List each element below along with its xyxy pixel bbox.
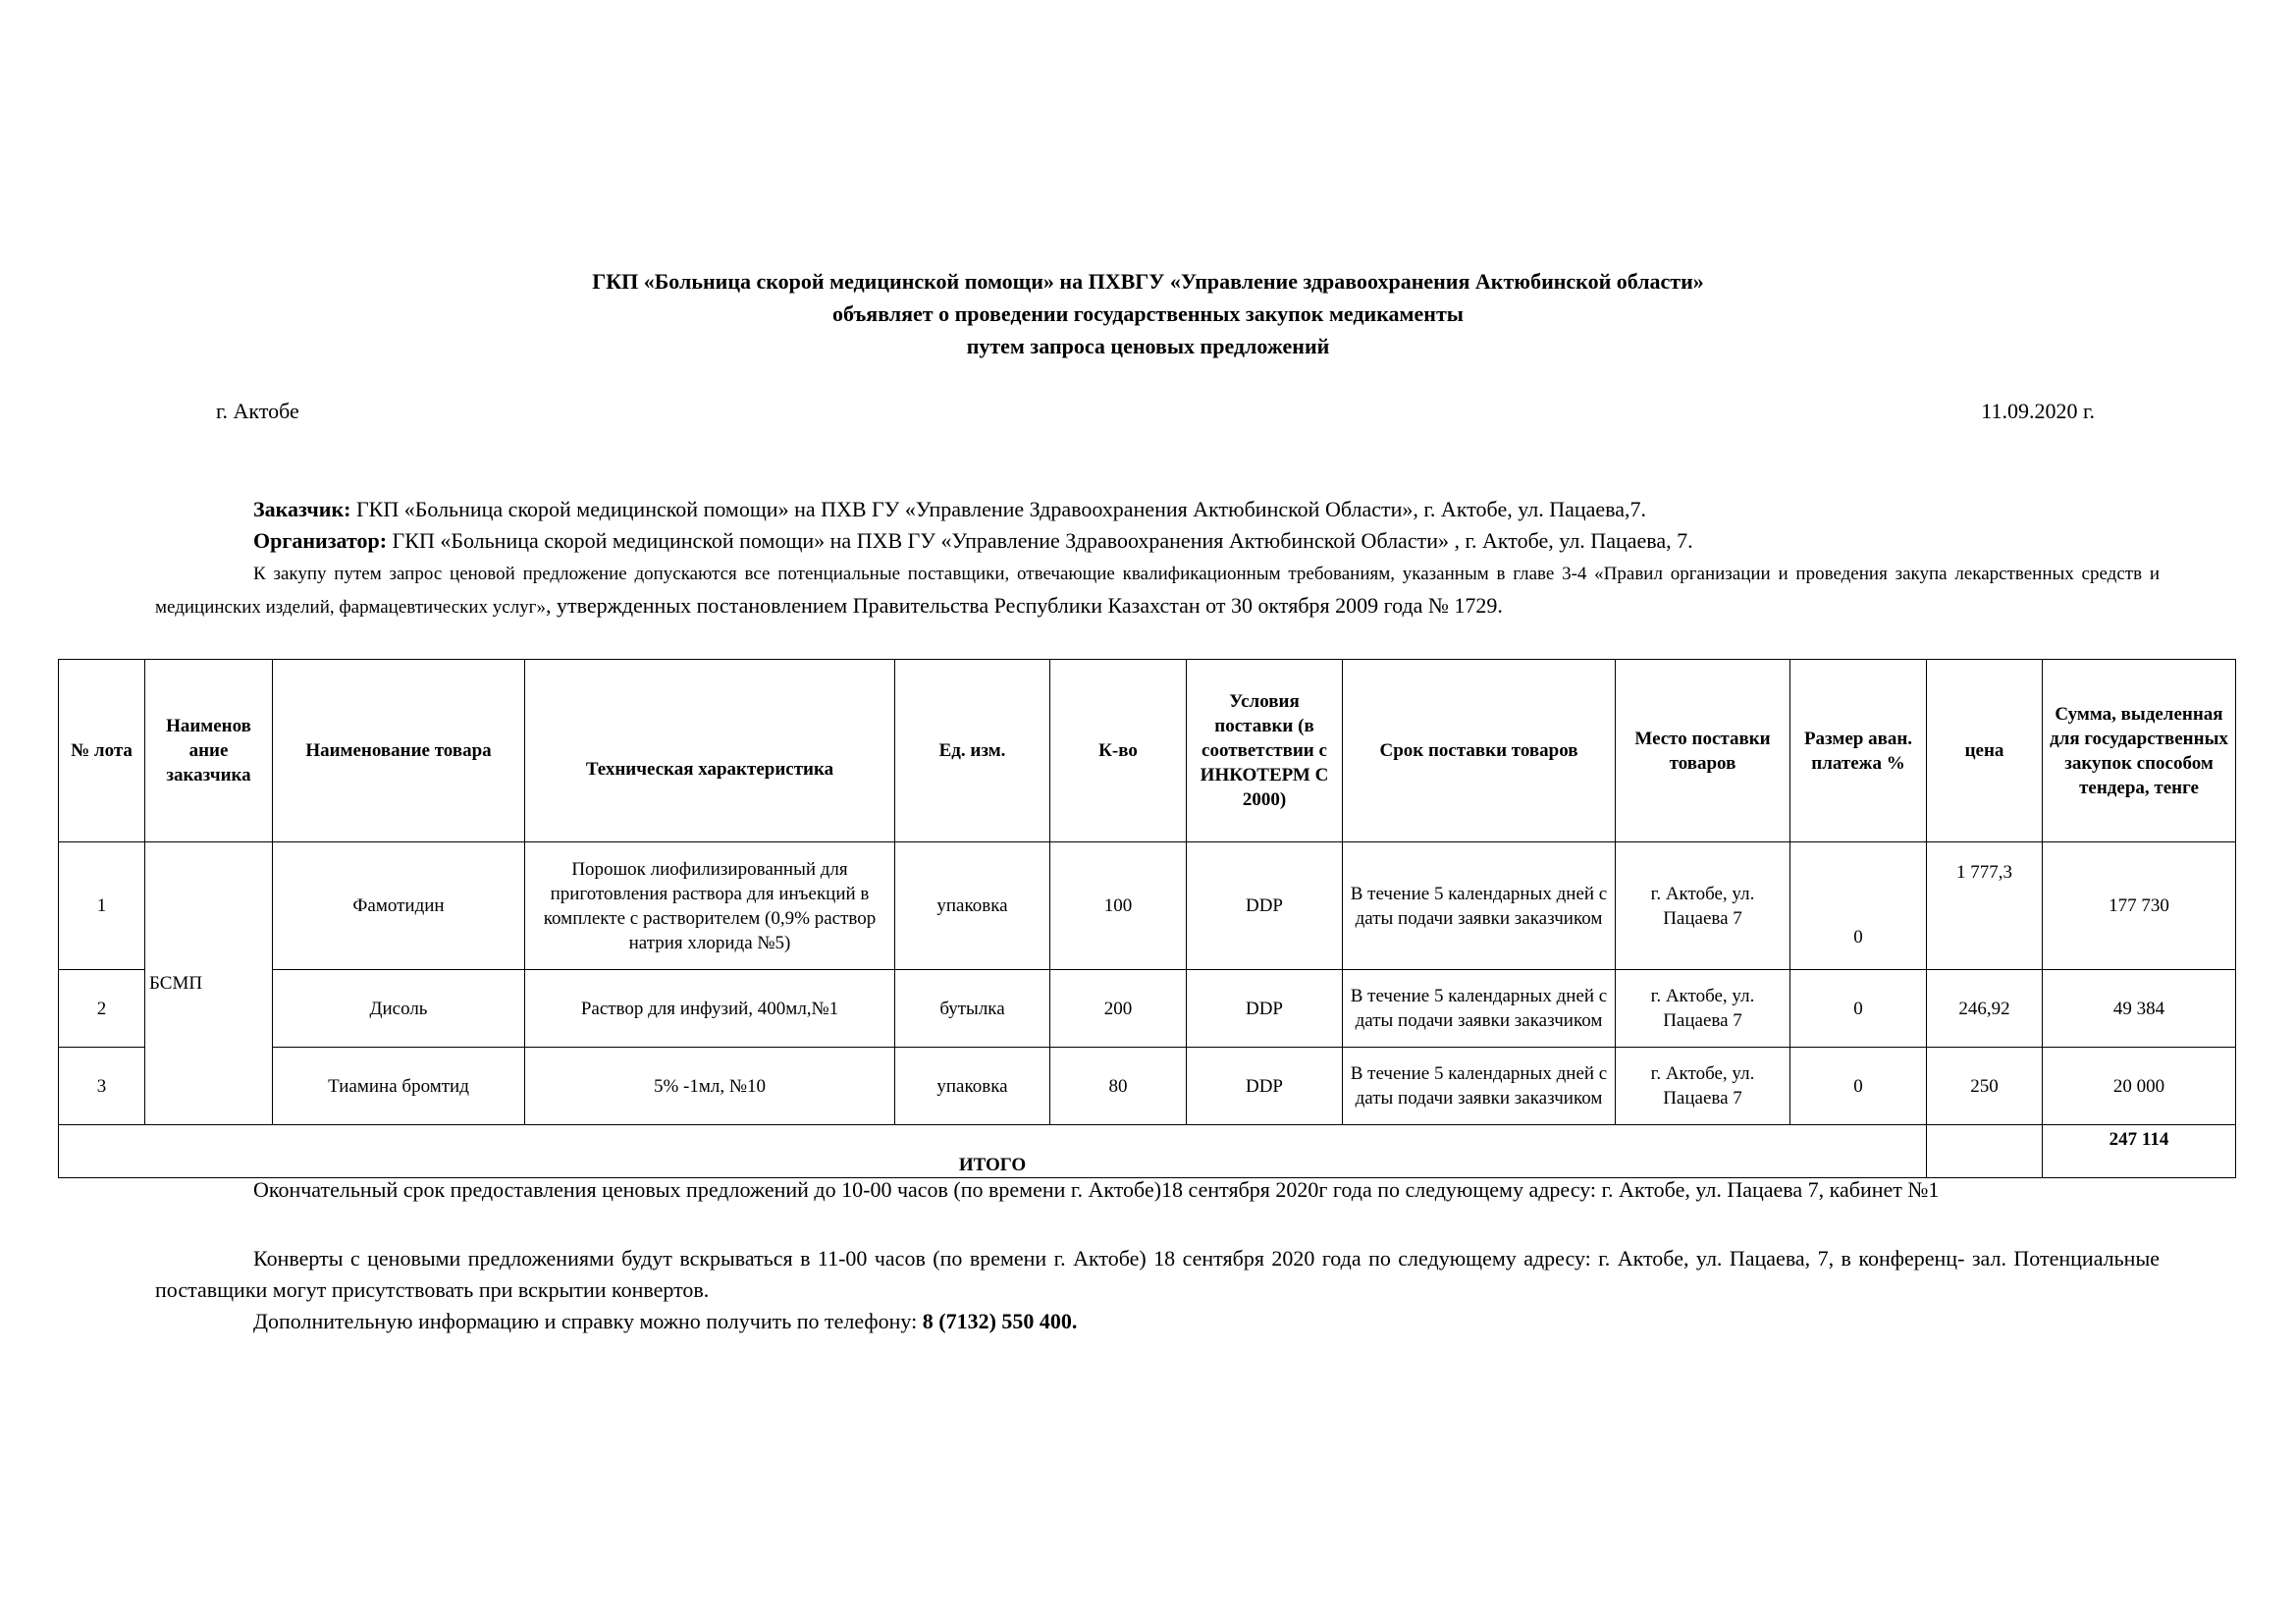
admission-text-part1: К закупу путем запрос ценовой предложение допускаются все потенциальные поставщики, отвечающие квалификационным требованиям, указанным в главе 3-4 «Правил организации и проведения закупа лекарственных средств и медицинских изделий, фармацевтических услуг» (155, 564, 2160, 618)
goods-unit: упаковка (895, 842, 1050, 970)
contact-paragraph (155, 1306, 2160, 1337)
document-header (0, 265, 2296, 362)
customer-text: ГКП «Больница скорой медицинской помощи» на ПХВ ГУ «Управление Здравоохранения Актюбинской Области», г. Актобе, ул. Пацаева,7. (350, 497, 1647, 521)
goods-tech: Порошок лиофилизированный для приготовления раствора для инъекций в комплекте с растворителем (0,9% раствор натрия хлорида №5) (525, 842, 895, 970)
goods-delivery-place: г. Актобе, ул. Пацаева 7 (1616, 842, 1790, 970)
header-line-3: путем запроса ценовых предложений (966, 334, 1330, 358)
table-row (59, 842, 2236, 970)
goods-sum: 177 730 (2043, 842, 2236, 970)
goods-advance: 0 (1790, 1048, 1927, 1125)
header-qty: К-во (1050, 660, 1187, 842)
header-unit: Ед. изм. (895, 660, 1050, 842)
deadline-paragraph: Окончательный срок предоставления ценовых предложений до 10-00 часов (по времени г. Актобе)18 сентября 2020г года по следующему адресу: г. Актобе, ул. Пацаева 7, кабинет №1 (253, 1177, 1940, 1202)
total-sum: 247 114 (2043, 1125, 2236, 1178)
goods-advance: 0 (1790, 970, 1927, 1048)
organizer-label: Организатор: (253, 528, 388, 553)
contact-text: Дополнительную информацию и справку можно получить по телефону: (253, 1309, 923, 1333)
goods-advance: 0 (1790, 842, 1927, 970)
date: 11.09.2020 г. (1981, 399, 2095, 423)
goods-name: Тиамина бромтид (273, 1048, 525, 1125)
table-row (59, 970, 2236, 1048)
header-tech: Техническая характеристика (525, 660, 895, 842)
opening-paragraph: Конверты с ценовыми предложениями будут вскрываться в 11-00 часов (по времени г. Актобе) 18 сентября 2020 года по следующему адресу: г. Актобе, ул. Пацаева, 7, в конференц- зал. Потенциальные поставщики могут присутствовать при вскрытии конвертов. (155, 1246, 2160, 1302)
goods-delivery-place: г. Актобе, ул. Пацаева 7 (1616, 1048, 1790, 1125)
header-goods-name: Наименование товара (273, 660, 525, 842)
customer-cell: БСМП (145, 842, 273, 1125)
goods-delivery-time: В течение 5 календарных дней с даты подачи заявки заказчиком (1343, 970, 1616, 1048)
goods-delivery-place: г. Актобе, ул. Пацаева 7 (1616, 970, 1790, 1048)
goods-qty: 80 (1050, 1048, 1187, 1125)
goods-tech: 5% -1мл, №10 (525, 1048, 895, 1125)
goods-sum: 20 000 (2043, 1048, 2236, 1125)
lot-number: 2 (59, 970, 145, 1048)
goods-price: 246,92 (1927, 970, 2043, 1048)
goods-price: 1 777,3 (1927, 842, 2043, 970)
goods-terms: DDP (1187, 1048, 1343, 1125)
table-total-row (59, 1125, 2236, 1178)
goods-unit: упаковка (895, 1048, 1050, 1125)
total-label: ИТОГО (59, 1125, 1927, 1178)
lots-table (58, 659, 2236, 1178)
goods-tech: Раствор для инфузий, 400мл,№1 (525, 970, 895, 1048)
goods-delivery-time: В течение 5 календарных дней с даты подачи заявки заказчиком (1343, 1048, 1616, 1125)
organizer-text: ГКП «Больница скорой медицинской помощи» на ПХВ ГУ «Управление Здравоохранения Актюбинской Области» , г. Актобе, ул. Пацаева, 7. (387, 528, 1693, 553)
header-customer-name: Наименов ание заказчика (145, 660, 273, 842)
goods-qty: 100 (1050, 842, 1187, 970)
customer-label: Заказчик: (253, 497, 351, 521)
header-lot-no: № лота (59, 660, 145, 842)
admission-paragraph (155, 557, 2160, 623)
customer-paragraph (155, 494, 2160, 525)
goods-unit: бутылка (895, 970, 1050, 1048)
organizer-paragraph (155, 525, 2160, 557)
goods-qty: 200 (1050, 970, 1187, 1048)
goods-sum: 49 384 (2043, 970, 2236, 1048)
goods-delivery-time: В течение 5 календарных дней с даты подачи заявки заказчиком (1343, 842, 1616, 970)
place: г. Актобе (216, 399, 299, 423)
goods-terms: DDP (1187, 842, 1343, 970)
table-header-row (59, 660, 2236, 842)
admission-text-part2: , утвержденных постановлением Правительства Республики Казахстан от 30 октября 2009 года № 1729. (545, 593, 1503, 618)
header-sum: Сумма, выделенная для государственных закупок способом тендера, тенге (2043, 660, 2236, 842)
header-line-1: ГКП «Больница скорой медицинской помощи» на ПХВГУ «Управление здравоохранения Актюбинской области» (592, 269, 1704, 294)
header-delivery-time: Срок поставки товаров (1343, 660, 1616, 842)
lot-number: 3 (59, 1048, 145, 1125)
lot-number: 1 (59, 842, 145, 970)
table-row (59, 1048, 2236, 1125)
header-terms: Условия поставки (в соответствии с ИНКОТЕРМ С 2000) (1187, 660, 1343, 842)
header-advance: Размер аван. платежа % (1790, 660, 1927, 842)
header-delivery-place: Место поставки товаров (1616, 660, 1790, 842)
goods-name: Дисоль (273, 970, 525, 1048)
header-line-2: объявляет о проведении государственных закупок медикаменты (832, 301, 1464, 326)
goods-name: Фамотидин (273, 842, 525, 970)
total-empty-cell (1927, 1125, 2043, 1178)
goods-terms: DDP (1187, 970, 1343, 1048)
goods-price: 250 (1927, 1048, 2043, 1125)
header-price: цена (1927, 660, 2043, 842)
contact-phone: 8 (7132) 550 400. (922, 1309, 1078, 1333)
